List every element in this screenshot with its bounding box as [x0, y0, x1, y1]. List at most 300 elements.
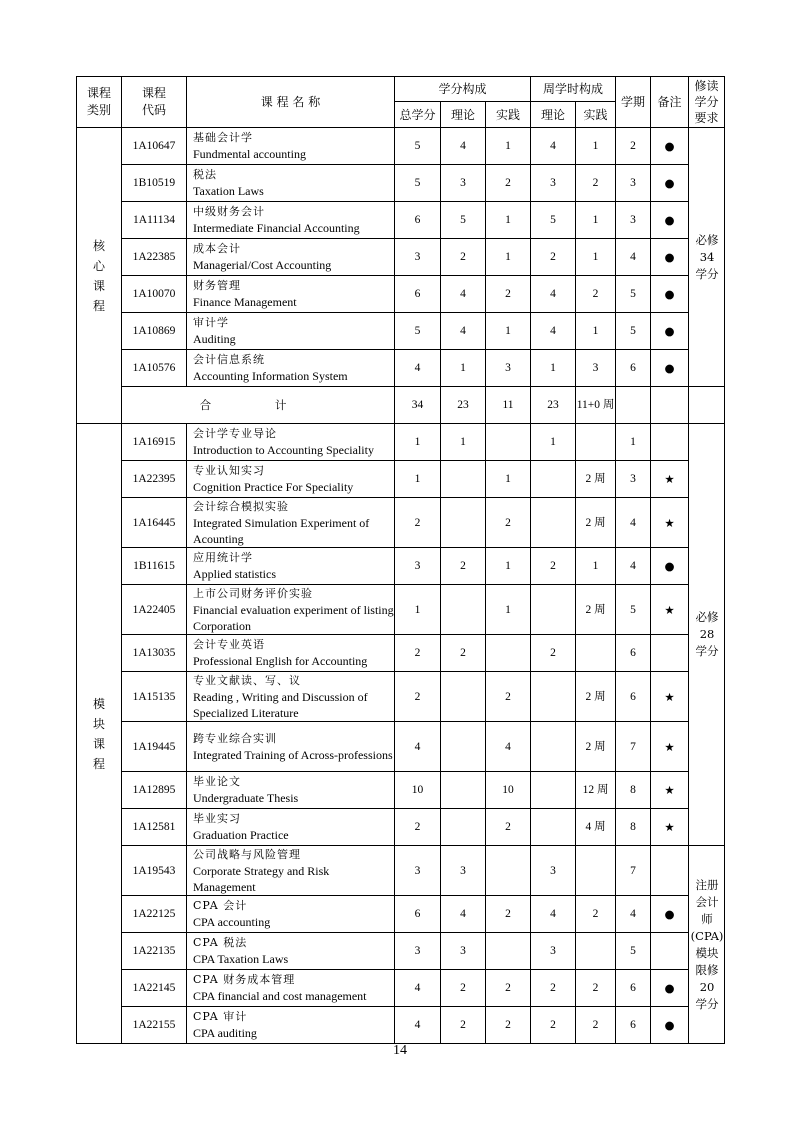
- course-name-en: Financial evaluation experiment of listing Corporation: [193, 602, 394, 633]
- theory-credit: [441, 772, 486, 809]
- table-row: [77, 585, 725, 635]
- course-name-en: Reading , Writing and Discussion of Specialized Literature: [193, 689, 368, 720]
- course-code: 1A19543: [122, 846, 187, 896]
- course-code: 1A19445: [122, 722, 187, 772]
- practice-credit: 2: [486, 1007, 531, 1044]
- remark-mark: ●: [651, 128, 689, 165]
- header-remark: 备注: [651, 77, 689, 128]
- theory-credit: [441, 585, 486, 635]
- remark-empty: [651, 387, 689, 424]
- course-name: [187, 635, 395, 672]
- semester: 5: [616, 585, 651, 635]
- course-name-en: CPA accounting: [193, 915, 271, 929]
- theory-hours: 2: [531, 548, 576, 585]
- course-name-zh: 会计学专业导论: [193, 427, 277, 440]
- total-credit: 2: [395, 498, 441, 548]
- practice-credit: 1: [486, 313, 531, 350]
- semester: 8: [616, 809, 651, 846]
- header-theory: 理论: [441, 102, 486, 128]
- theory-credit: 5: [441, 202, 486, 239]
- remark-mark: ●: [651, 970, 689, 1007]
- course-name: [187, 165, 395, 202]
- theory-credit: 4: [441, 128, 486, 165]
- core-requirement: [689, 128, 725, 387]
- remark-mark: [651, 846, 689, 896]
- theory-hours: 5: [531, 202, 576, 239]
- semester: 4: [616, 498, 651, 548]
- total-credit: 3: [395, 846, 441, 896]
- course-name: [187, 809, 395, 846]
- total-credit: 4: [395, 722, 441, 772]
- practice-credit: 2: [486, 809, 531, 846]
- course-name: [187, 722, 395, 772]
- course-name: [187, 933, 395, 970]
- practice-credit-sum: 11: [486, 387, 531, 424]
- total-credit-sum: 34: [395, 387, 441, 424]
- semester: 4: [616, 548, 651, 585]
- course-name-zh: 专业认知实习: [193, 464, 265, 477]
- course-code: 1A13035: [122, 635, 187, 672]
- table-row: [77, 202, 725, 239]
- course-name-zh: CPA 税法: [193, 936, 248, 949]
- course-name: [187, 313, 395, 350]
- practice-hours-sum: 11+0 周: [576, 387, 616, 424]
- course-name-zh: CPA 会计: [193, 899, 248, 912]
- course-name-zh: 税法: [193, 168, 217, 181]
- practice-hours: [576, 933, 616, 970]
- header-credit-group: 学分构成: [395, 77, 531, 102]
- semester: 7: [616, 846, 651, 896]
- total-credit: 1: [395, 424, 441, 461]
- course-name-en: CPA financial and cost management: [193, 989, 367, 1003]
- module-requirement-cpa: [689, 846, 725, 1044]
- semester: 5: [616, 933, 651, 970]
- requirement-empty: [689, 387, 725, 424]
- theory-credit: [441, 498, 486, 548]
- course-name-zh: 跨专业综合实训: [193, 731, 277, 745]
- theory-credit: [441, 672, 486, 722]
- total-credit: 1: [395, 585, 441, 635]
- course-name-en: Cognition Practice For Speciality: [193, 480, 354, 494]
- course-name-en: CPA Taxation Laws: [193, 952, 289, 966]
- practice-credit: 1: [486, 585, 531, 635]
- theory-credit: 2: [441, 635, 486, 672]
- theory-hours: [531, 672, 576, 722]
- theory-credit: 3: [441, 933, 486, 970]
- table-row: [77, 772, 725, 809]
- remark-mark: ★: [651, 672, 689, 722]
- theory-hours: 4: [531, 128, 576, 165]
- total-label: 合 计: [122, 387, 395, 424]
- course-name: [187, 202, 395, 239]
- semester: 3: [616, 165, 651, 202]
- theory-credit: 3: [441, 165, 486, 202]
- practice-credit: 1: [486, 128, 531, 165]
- course-name-zh: 上市公司财务评价实验: [193, 586, 313, 600]
- practice-credit: [486, 846, 531, 896]
- course-name: [187, 461, 395, 498]
- practice-hours: [576, 635, 616, 672]
- theory-hours: 2: [531, 1007, 576, 1044]
- course-name-zh: CPA 审计: [193, 1010, 248, 1023]
- theory-hours: 1: [531, 424, 576, 461]
- theory-hours: 2: [531, 970, 576, 1007]
- practice-credit: 2: [486, 970, 531, 1007]
- total-credit: 4: [395, 970, 441, 1007]
- course-name-zh: 成本会计: [193, 242, 241, 255]
- practice-credit: 4: [486, 722, 531, 772]
- course-name-zh: 应用统计学: [193, 551, 253, 564]
- course-name: [187, 424, 395, 461]
- course-name-zh: 审计学: [193, 316, 229, 329]
- course-code: 1A22405: [122, 585, 187, 635]
- theory-credit: [441, 809, 486, 846]
- course-code: 1A22145: [122, 970, 187, 1007]
- total-credit: 6: [395, 202, 441, 239]
- course-code: 1A22155: [122, 1007, 187, 1044]
- theory-hours: 3: [531, 933, 576, 970]
- theory-credit: 2: [441, 970, 486, 1007]
- table-row: [77, 635, 725, 672]
- total-credit: 2: [395, 672, 441, 722]
- remark-mark: ●: [651, 313, 689, 350]
- course-code: 1A16445: [122, 498, 187, 548]
- table-row: [77, 165, 725, 202]
- theory-credit: 4: [441, 313, 486, 350]
- remark-mark: ★: [651, 498, 689, 548]
- course-name-en: Managerial/Cost Accounting: [193, 258, 332, 272]
- course-name-en: Finance Management: [193, 295, 297, 309]
- course-code: 1A10576: [122, 350, 187, 387]
- table-row: [77, 722, 725, 772]
- total-credit: 6: [395, 276, 441, 313]
- remark-mark: [651, 933, 689, 970]
- total-credit: 2: [395, 635, 441, 672]
- course-name: [187, 896, 395, 933]
- header-category: 课程 类别: [77, 77, 122, 128]
- course-code: 1A12581: [122, 809, 187, 846]
- table-row: [77, 933, 725, 970]
- practice-hours: 2 周: [576, 498, 616, 548]
- course-code: 1A22385: [122, 239, 187, 276]
- course-code: 1A22125: [122, 896, 187, 933]
- semester: 3: [616, 202, 651, 239]
- semester: 5: [616, 276, 651, 313]
- theory-hours: [531, 498, 576, 548]
- course-code: 1B10519: [122, 165, 187, 202]
- practice-credit: 2: [486, 896, 531, 933]
- total-credit: 1: [395, 461, 441, 498]
- table-row: [77, 424, 725, 461]
- header-total-credit: 总学分: [395, 102, 441, 128]
- theory-hours: 2: [531, 239, 576, 276]
- theory-credit: 2: [441, 548, 486, 585]
- course-code: 1A10869: [122, 313, 187, 350]
- remark-mark: ●: [651, 239, 689, 276]
- total-credit: 10: [395, 772, 441, 809]
- remark-mark: ★: [651, 772, 689, 809]
- semester: 5: [616, 313, 651, 350]
- practice-hours: 1: [576, 202, 616, 239]
- course-name-en: Professional English for Accounting: [193, 654, 368, 668]
- practice-hours: 3: [576, 350, 616, 387]
- semester: 3: [616, 461, 651, 498]
- module-requirement-cpa-text: 注册 会计 师 (CPA) 模块 限修 20 学分: [690, 877, 724, 1011]
- course-name-zh: 基础会计学: [193, 131, 253, 144]
- practice-credit: 2: [486, 165, 531, 202]
- semester: 6: [616, 350, 651, 387]
- header-practice: 实践: [486, 102, 531, 128]
- semester: 1: [616, 424, 651, 461]
- course-name-zh: 会计专业英语: [193, 638, 265, 651]
- course-code: 1A12895: [122, 772, 187, 809]
- course-code: 1A10647: [122, 128, 187, 165]
- theory-hours-sum: 23: [531, 387, 576, 424]
- core-requirement-text: 必修 34 学分: [695, 232, 719, 281]
- course-name-en: Integrated Training of Across-professions: [193, 747, 393, 762]
- course-name: [187, 846, 395, 896]
- semester: 6: [616, 970, 651, 1007]
- total-credit: 6: [395, 896, 441, 933]
- remark-mark: ★: [651, 722, 689, 772]
- practice-hours: 2: [576, 276, 616, 313]
- core-category-text: 核心课程: [92, 238, 105, 313]
- table-row: [77, 846, 725, 896]
- practice-hours: 1: [576, 128, 616, 165]
- course-name-zh: 毕业论文: [193, 775, 241, 788]
- header-hours-theory: 理论: [531, 102, 576, 128]
- total-credit: 3: [395, 933, 441, 970]
- semester: 7: [616, 722, 651, 772]
- semester: 6: [616, 672, 651, 722]
- remark-mark: [651, 424, 689, 461]
- course-name-en: Integrated Simulation Experiment of Acounting: [193, 515, 370, 546]
- table-row: [77, 461, 725, 498]
- page-number: 14: [393, 1043, 407, 1058]
- header-name: 课 程 名 称: [187, 77, 395, 128]
- course-name: [187, 970, 395, 1007]
- theory-hours: [531, 809, 576, 846]
- course-name: [187, 276, 395, 313]
- course-code: 1A15135: [122, 672, 187, 722]
- course-name-en: Applied statistics: [193, 567, 276, 581]
- theory-credit: 4: [441, 896, 486, 933]
- theory-hours: [531, 772, 576, 809]
- course-name-en: Introduction to Accounting Speciality: [193, 443, 374, 457]
- theory-hours: 2: [531, 635, 576, 672]
- remark-mark: ●: [651, 350, 689, 387]
- table-row: [77, 276, 725, 313]
- remark-mark: ●: [651, 276, 689, 313]
- practice-hours: 2 周: [576, 722, 616, 772]
- table-row: [77, 498, 725, 548]
- semester: 6: [616, 635, 651, 672]
- practice-credit: [486, 424, 531, 461]
- practice-credit: [486, 933, 531, 970]
- course-name-zh: 会计综合模拟实验: [193, 499, 289, 513]
- table-row: [77, 350, 725, 387]
- total-credit: 3: [395, 548, 441, 585]
- course-name-zh: 中级财务会计: [193, 205, 265, 218]
- course-name-zh: CPA 财务成本管理: [193, 973, 296, 986]
- course-code: 1A16915: [122, 424, 187, 461]
- practice-hours: [576, 424, 616, 461]
- module-category: [77, 424, 122, 1044]
- course-code: 1A11134: [122, 202, 187, 239]
- theory-credit-sum: 23: [441, 387, 486, 424]
- header-requirement: 修读 学分 要求: [689, 77, 725, 128]
- practice-credit: 1: [486, 548, 531, 585]
- semester: 4: [616, 239, 651, 276]
- total-credit: 5: [395, 165, 441, 202]
- practice-hours: 2 周: [576, 461, 616, 498]
- course-name: [187, 548, 395, 585]
- practice-hours: 2: [576, 896, 616, 933]
- course-name-zh: 专业文献读、写、议: [193, 673, 301, 687]
- total-credit: 4: [395, 350, 441, 387]
- total-credit: 5: [395, 128, 441, 165]
- theory-hours: 3: [531, 165, 576, 202]
- remark-mark: ●: [651, 1007, 689, 1044]
- core-category: [77, 128, 122, 424]
- course-name-en: Graduation Practice: [193, 828, 289, 842]
- header-semester: 学期: [616, 77, 651, 128]
- semester: 2: [616, 128, 651, 165]
- course-name: [187, 585, 395, 635]
- practice-hours: 2 周: [576, 672, 616, 722]
- course-name: [187, 498, 395, 548]
- total-credit: 3: [395, 239, 441, 276]
- header-code: 课程 代码: [122, 77, 187, 128]
- practice-credit: 3: [486, 350, 531, 387]
- practice-credit: 10: [486, 772, 531, 809]
- total-credit: 5: [395, 313, 441, 350]
- practice-credit: [486, 635, 531, 672]
- table-row: [77, 1007, 725, 1044]
- course-name-en: Taxation Laws: [193, 184, 264, 198]
- remark-mark: ★: [651, 585, 689, 635]
- theory-hours: 3: [531, 846, 576, 896]
- course-name-zh: 会计信息系统: [193, 353, 265, 366]
- practice-credit: 1: [486, 202, 531, 239]
- theory-credit: 1: [441, 350, 486, 387]
- theory-credit: 2: [441, 239, 486, 276]
- practice-hours: 12 周: [576, 772, 616, 809]
- practice-hours: 4 周: [576, 809, 616, 846]
- course-code: 1A10070: [122, 276, 187, 313]
- semester: 4: [616, 896, 651, 933]
- core-section: [77, 128, 725, 424]
- practice-hours: 2 周: [576, 585, 616, 635]
- table-row: [77, 970, 725, 1007]
- practice-credit: 2: [486, 672, 531, 722]
- course-name-en: Fundmental accounting: [193, 147, 306, 161]
- table-row: [77, 239, 725, 276]
- course-name: [187, 239, 395, 276]
- total-row: [77, 387, 725, 424]
- course-code: 1B11615: [122, 548, 187, 585]
- theory-hours: [531, 722, 576, 772]
- header-hours-practice: 实践: [576, 102, 616, 128]
- theory-credit: 4: [441, 276, 486, 313]
- course-code: 1A22395: [122, 461, 187, 498]
- module-section: [77, 424, 725, 1044]
- practice-hours: 1: [576, 548, 616, 585]
- table-row: [77, 896, 725, 933]
- remark-mark: ●: [651, 165, 689, 202]
- remark-mark: ●: [651, 202, 689, 239]
- theory-hours: 4: [531, 276, 576, 313]
- course-table: [76, 76, 725, 1044]
- course-name: [187, 350, 395, 387]
- course-name-en: Auditing: [193, 332, 236, 346]
- semester: 6: [616, 1007, 651, 1044]
- practice-credit: 1: [486, 461, 531, 498]
- practice-hours: 2: [576, 970, 616, 1007]
- practice-credit: 2: [486, 276, 531, 313]
- course-name-en: Corporate Strategy and Risk Management: [193, 863, 330, 894]
- total-credit: 2: [395, 809, 441, 846]
- semester-empty: [616, 387, 651, 424]
- course-code: 1A22135: [122, 933, 187, 970]
- course-name: [187, 672, 395, 722]
- course-name-en: Undergraduate Thesis: [193, 791, 299, 805]
- module-category-text: 模块课程: [92, 696, 105, 771]
- theory-hours: [531, 585, 576, 635]
- course-name: [187, 128, 395, 165]
- total-credit: 4: [395, 1007, 441, 1044]
- practice-credit: 1: [486, 239, 531, 276]
- theory-credit: [441, 722, 486, 772]
- course-name-en: Accounting Information System: [193, 369, 348, 383]
- table-row: [77, 128, 725, 165]
- module-requirement-required: [689, 424, 725, 846]
- course-name-zh: 公司战略与风险管理: [193, 847, 301, 861]
- practice-hours: 1: [576, 239, 616, 276]
- table-row: [77, 548, 725, 585]
- theory-credit: 2: [441, 1007, 486, 1044]
- course-name-en: CPA auditing: [193, 1026, 257, 1040]
- theory-hours: 1: [531, 350, 576, 387]
- practice-hours: 2: [576, 165, 616, 202]
- practice-credit: 2: [486, 498, 531, 548]
- course-name-en: Intermediate Financial Accounting: [193, 221, 360, 235]
- remark-mark: [651, 635, 689, 672]
- course-name-zh: 财务管理: [193, 279, 241, 292]
- practice-hours: 1: [576, 313, 616, 350]
- semester: 8: [616, 772, 651, 809]
- module-requirement-required-text: 必修 28 学分: [695, 610, 719, 658]
- course-name-zh: 毕业实习: [193, 812, 241, 825]
- practice-hours: [576, 846, 616, 896]
- header-hours-group: 周学时构成: [531, 77, 616, 102]
- theory-credit: 3: [441, 846, 486, 896]
- course-name: [187, 772, 395, 809]
- remark-mark: ★: [651, 809, 689, 846]
- table-row: [77, 672, 725, 722]
- table-row: [77, 809, 725, 846]
- theory-hours: [531, 461, 576, 498]
- remark-mark: ★: [651, 461, 689, 498]
- remark-mark: ●: [651, 548, 689, 585]
- table-row: [77, 313, 725, 350]
- practice-hours: 2: [576, 1007, 616, 1044]
- course-name: [187, 1007, 395, 1044]
- remark-mark: ●: [651, 896, 689, 933]
- theory-hours: 4: [531, 896, 576, 933]
- theory-credit: 1: [441, 424, 486, 461]
- theory-hours: 4: [531, 313, 576, 350]
